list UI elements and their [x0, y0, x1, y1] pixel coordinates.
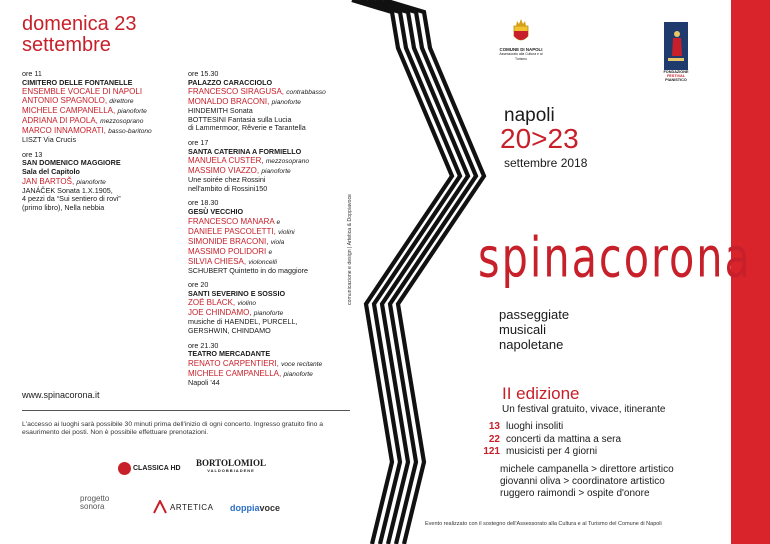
performer-name: ADRIANA DI PAOLA,	[22, 116, 98, 126]
comune-logo-text	[497, 47, 545, 62]
edition-title: II edizione	[502, 384, 580, 403]
schedule-event	[188, 70, 348, 133]
event-program: JANÁČEK Sonata 1.X.1905,	[22, 185, 113, 195]
footer-note: Evento realizzato con il sostegno dell'Assessorato alla Cultura e al Turismo del Comune di Napoli	[425, 521, 662, 527]
edition-description: Un festival gratuito, vivace, itinerante	[502, 404, 666, 415]
stat-label: musicisti per 4 giorni	[506, 446, 598, 457]
performer-role: mezzosoprano	[265, 158, 310, 166]
performer-role: contrabbasso	[286, 89, 326, 97]
website-link[interactable]: www.spinacorona.it	[22, 390, 100, 400]
event-program: musiche di HAENDEL, PURCELL,	[188, 317, 298, 327]
staff-list	[500, 464, 674, 500]
schedule-event	[22, 70, 187, 145]
performer-role: pianoforte	[271, 99, 301, 107]
event-program: Une soirée chez Rossini	[188, 175, 266, 185]
artetica-mark-icon	[153, 500, 167, 514]
stat-item	[478, 446, 621, 459]
performer-line	[22, 116, 187, 126]
event-venue: GESÙ VECCHIO	[188, 206, 244, 216]
performer-name: FRANCESCO MANARA	[188, 216, 275, 226]
event-venue: CIMITERO DELLE FONTANELLE	[22, 77, 133, 87]
event-venue: TEATRO MERCADANTE	[188, 349, 271, 359]
access-note: L'accesso ai luoghi sarà possibile 30 minuti prima dell'inizio di ogni concerto. Ingresso gratuito fino a esaurimento dei posti. Non è possibile effettuare prenotazioni.	[22, 421, 324, 437]
event-program: (primo libro), Nella nebbia	[22, 202, 105, 212]
performer-role: violino	[237, 300, 257, 308]
event-venue: SANTA CATERINA A FORMIELLO	[188, 146, 302, 156]
staff-item: michele campanella > direttore artistico	[500, 464, 674, 475]
bortolomiol-logo	[196, 458, 266, 473]
event-program: Napoli '44	[188, 377, 220, 387]
performer-name: ANTONIO SPAGNOLO,	[22, 96, 108, 106]
pianist-figure-icon	[664, 22, 688, 70]
event-time: ore 21.30	[188, 340, 219, 350]
event-time: ore 17	[188, 137, 209, 147]
performer-role: basso-baritono	[108, 128, 152, 136]
performer-line	[188, 156, 348, 166]
performer-role: direttore	[109, 98, 134, 106]
event-venue: SANTI SEVERINO E SOSSIO	[188, 288, 286, 298]
divider	[22, 410, 350, 411]
performer-role: pianoforte	[261, 168, 291, 176]
performer-role: viola	[270, 238, 285, 246]
brand-title: spinacorona	[478, 224, 752, 290]
stats-list	[478, 421, 621, 459]
classica-circle-icon	[118, 462, 131, 475]
schedule-column-left	[22, 70, 187, 218]
tagline-line-1: passeggiate	[499, 307, 570, 322]
stat-item	[478, 421, 621, 434]
tagline	[499, 307, 569, 352]
performer-role: violoncelli	[248, 258, 277, 266]
progetto-sonora-logo	[80, 495, 109, 511]
voce-text: voce	[259, 503, 281, 513]
event-program: LISZT Via Crucis	[22, 135, 77, 145]
sonora-text: sonora	[80, 502, 105, 511]
performer-name: FRANCESCO SIRAGUSA,	[188, 87, 285, 97]
event-program: BOTTESINI Fantasia sulla Lucia	[188, 114, 292, 124]
date-heading	[22, 14, 137, 56]
event-venue: SAN DOMENICO MAGGIORE	[22, 158, 121, 168]
bortolomiol-sub-text: VALDOBBIADENE	[207, 468, 255, 473]
doppiavoce-logo	[230, 503, 280, 513]
performer-name: ZOË BLACK,	[188, 298, 236, 308]
performer-line	[188, 227, 348, 237]
performer-name: JOE CHINDAMO,	[188, 308, 252, 318]
event-program: di Lammermoor, Rêverie e Tarantella	[188, 123, 306, 133]
event-time: ore 20	[188, 280, 209, 290]
stat-label: concerti da mattina a sera	[506, 433, 622, 445]
performer-role: e	[268, 248, 273, 256]
design-credits: comunicazione e design | Artetica & Doppiavoce	[347, 194, 353, 305]
bortolomiol-logo-text: BORTOLOMIOL	[196, 458, 267, 468]
date-line-2: settembre	[22, 34, 111, 56]
performer-role: pianoforte	[253, 310, 284, 318]
event-program: HINDEMITH Sonata	[188, 106, 253, 116]
schedule-event	[188, 342, 348, 388]
festival-pianistico-text	[660, 70, 692, 83]
performer-name: RENATO CARPENTIERI,	[188, 358, 279, 368]
staff-item: ruggero raimondi > ospite d'onore	[500, 488, 650, 499]
performer-role: pianoforte	[76, 178, 106, 186]
classica-logo-text: CLASSICA HD	[133, 465, 181, 472]
festival-text: FESTIVAL	[666, 74, 686, 79]
artetica-logo	[153, 500, 213, 514]
performer-name: SILVIA CHIESA,	[188, 256, 247, 266]
comune-crest-icon	[512, 18, 530, 44]
performer-role: violini	[278, 228, 295, 236]
event-program: GERSHWIN, CHINDAMO	[188, 325, 271, 335]
stat-number: 22	[488, 433, 500, 445]
event-city: napoli	[504, 105, 555, 126]
performer-role: pianoforte	[117, 108, 147, 116]
tagline-line-3: napoletane	[499, 337, 564, 352]
event-dates: 20>23	[500, 123, 579, 154]
event-time: ore 15.30	[188, 69, 219, 78]
comune-name: COMUNE DI NAPOLI	[499, 47, 543, 52]
performer-line	[188, 87, 348, 97]
performer-name: MARCO INNAMORATI,	[22, 126, 106, 136]
artetica-logo-text: ARTETICA	[170, 502, 214, 512]
comune-sub: Assessorato alla Cultura e al Turismo	[499, 52, 543, 61]
event-program: 4 pezzi da “Sui sentiero di rovi”	[22, 194, 121, 204]
performer-role: voce recitante	[281, 360, 323, 368]
schedule-event	[188, 139, 348, 193]
performer-line	[22, 106, 187, 116]
stat-number: 121	[483, 446, 500, 457]
performer-line	[188, 359, 348, 369]
schedule-column-right	[188, 70, 348, 393]
performer-line	[188, 247, 348, 257]
event-time: ore 13	[22, 149, 43, 159]
performer-line	[188, 237, 348, 247]
performer-role: pianoforte	[283, 370, 313, 378]
date-line-1: domenica 23	[22, 13, 137, 35]
stat-label: luoghi insoliti	[506, 421, 564, 432]
event-time: ore 11	[22, 69, 42, 78]
performer-name: SIMONIDE BRACONI,	[188, 236, 269, 246]
performer-name: JAN BARTOŠ,	[22, 176, 75, 186]
performer-name: MASSIMO VIAZZO,	[188, 166, 260, 176]
performer-line	[22, 96, 187, 106]
event-venue: PALAZZO CARACCIOLO	[188, 77, 273, 87]
performer-name: MICHELE CAMPANELLA,	[188, 368, 282, 378]
event-program: SCHUBERT Quintetto in do maggiore	[188, 265, 308, 275]
festival-pianistico-logo	[664, 22, 688, 70]
progetto-text: progetto	[80, 494, 110, 503]
performer-line	[22, 87, 187, 96]
event-time: ore 18.30	[188, 198, 219, 208]
performer-role: mezzosoprano	[100, 118, 144, 126]
performer-name: MONALDO BRACONI,	[188, 97, 270, 107]
schedule-event	[22, 151, 187, 213]
performer-line	[188, 298, 348, 308]
classica-hd-logo	[118, 462, 181, 475]
performer-name: ENSEMBLE VOCALE DI NAPOLI	[22, 87, 143, 97]
schedule-event	[188, 199, 348, 275]
pianistico-text: PIANISTICO	[665, 78, 687, 83]
performer-role: e	[276, 218, 281, 226]
performer-name: DANIELE PASCOLETTI,	[188, 226, 276, 236]
schedule-event	[188, 281, 348, 335]
stat-item	[478, 434, 621, 447]
event-program: nell'ambito di Rossini150	[188, 183, 268, 193]
stat-number: 13	[488, 421, 500, 432]
performer-name: MANUELA CUSTER,	[188, 156, 264, 166]
performer-name: MICHELE CAMPANELLA,	[22, 106, 116, 116]
event-month-year: settembre 2018	[504, 156, 588, 170]
doppia-text: doppia	[230, 503, 260, 513]
event-subvenue: Sala del Capitolo	[22, 166, 80, 176]
performer-line	[188, 217, 348, 227]
performer-name: MASSIMO POLIDORI	[188, 246, 267, 256]
tagline-line-2: musicali	[499, 322, 546, 337]
staff-item: giovanni oliva > coordinatore artistico	[500, 476, 665, 487]
fondazione-text: FONDAZIONE	[663, 70, 689, 74]
